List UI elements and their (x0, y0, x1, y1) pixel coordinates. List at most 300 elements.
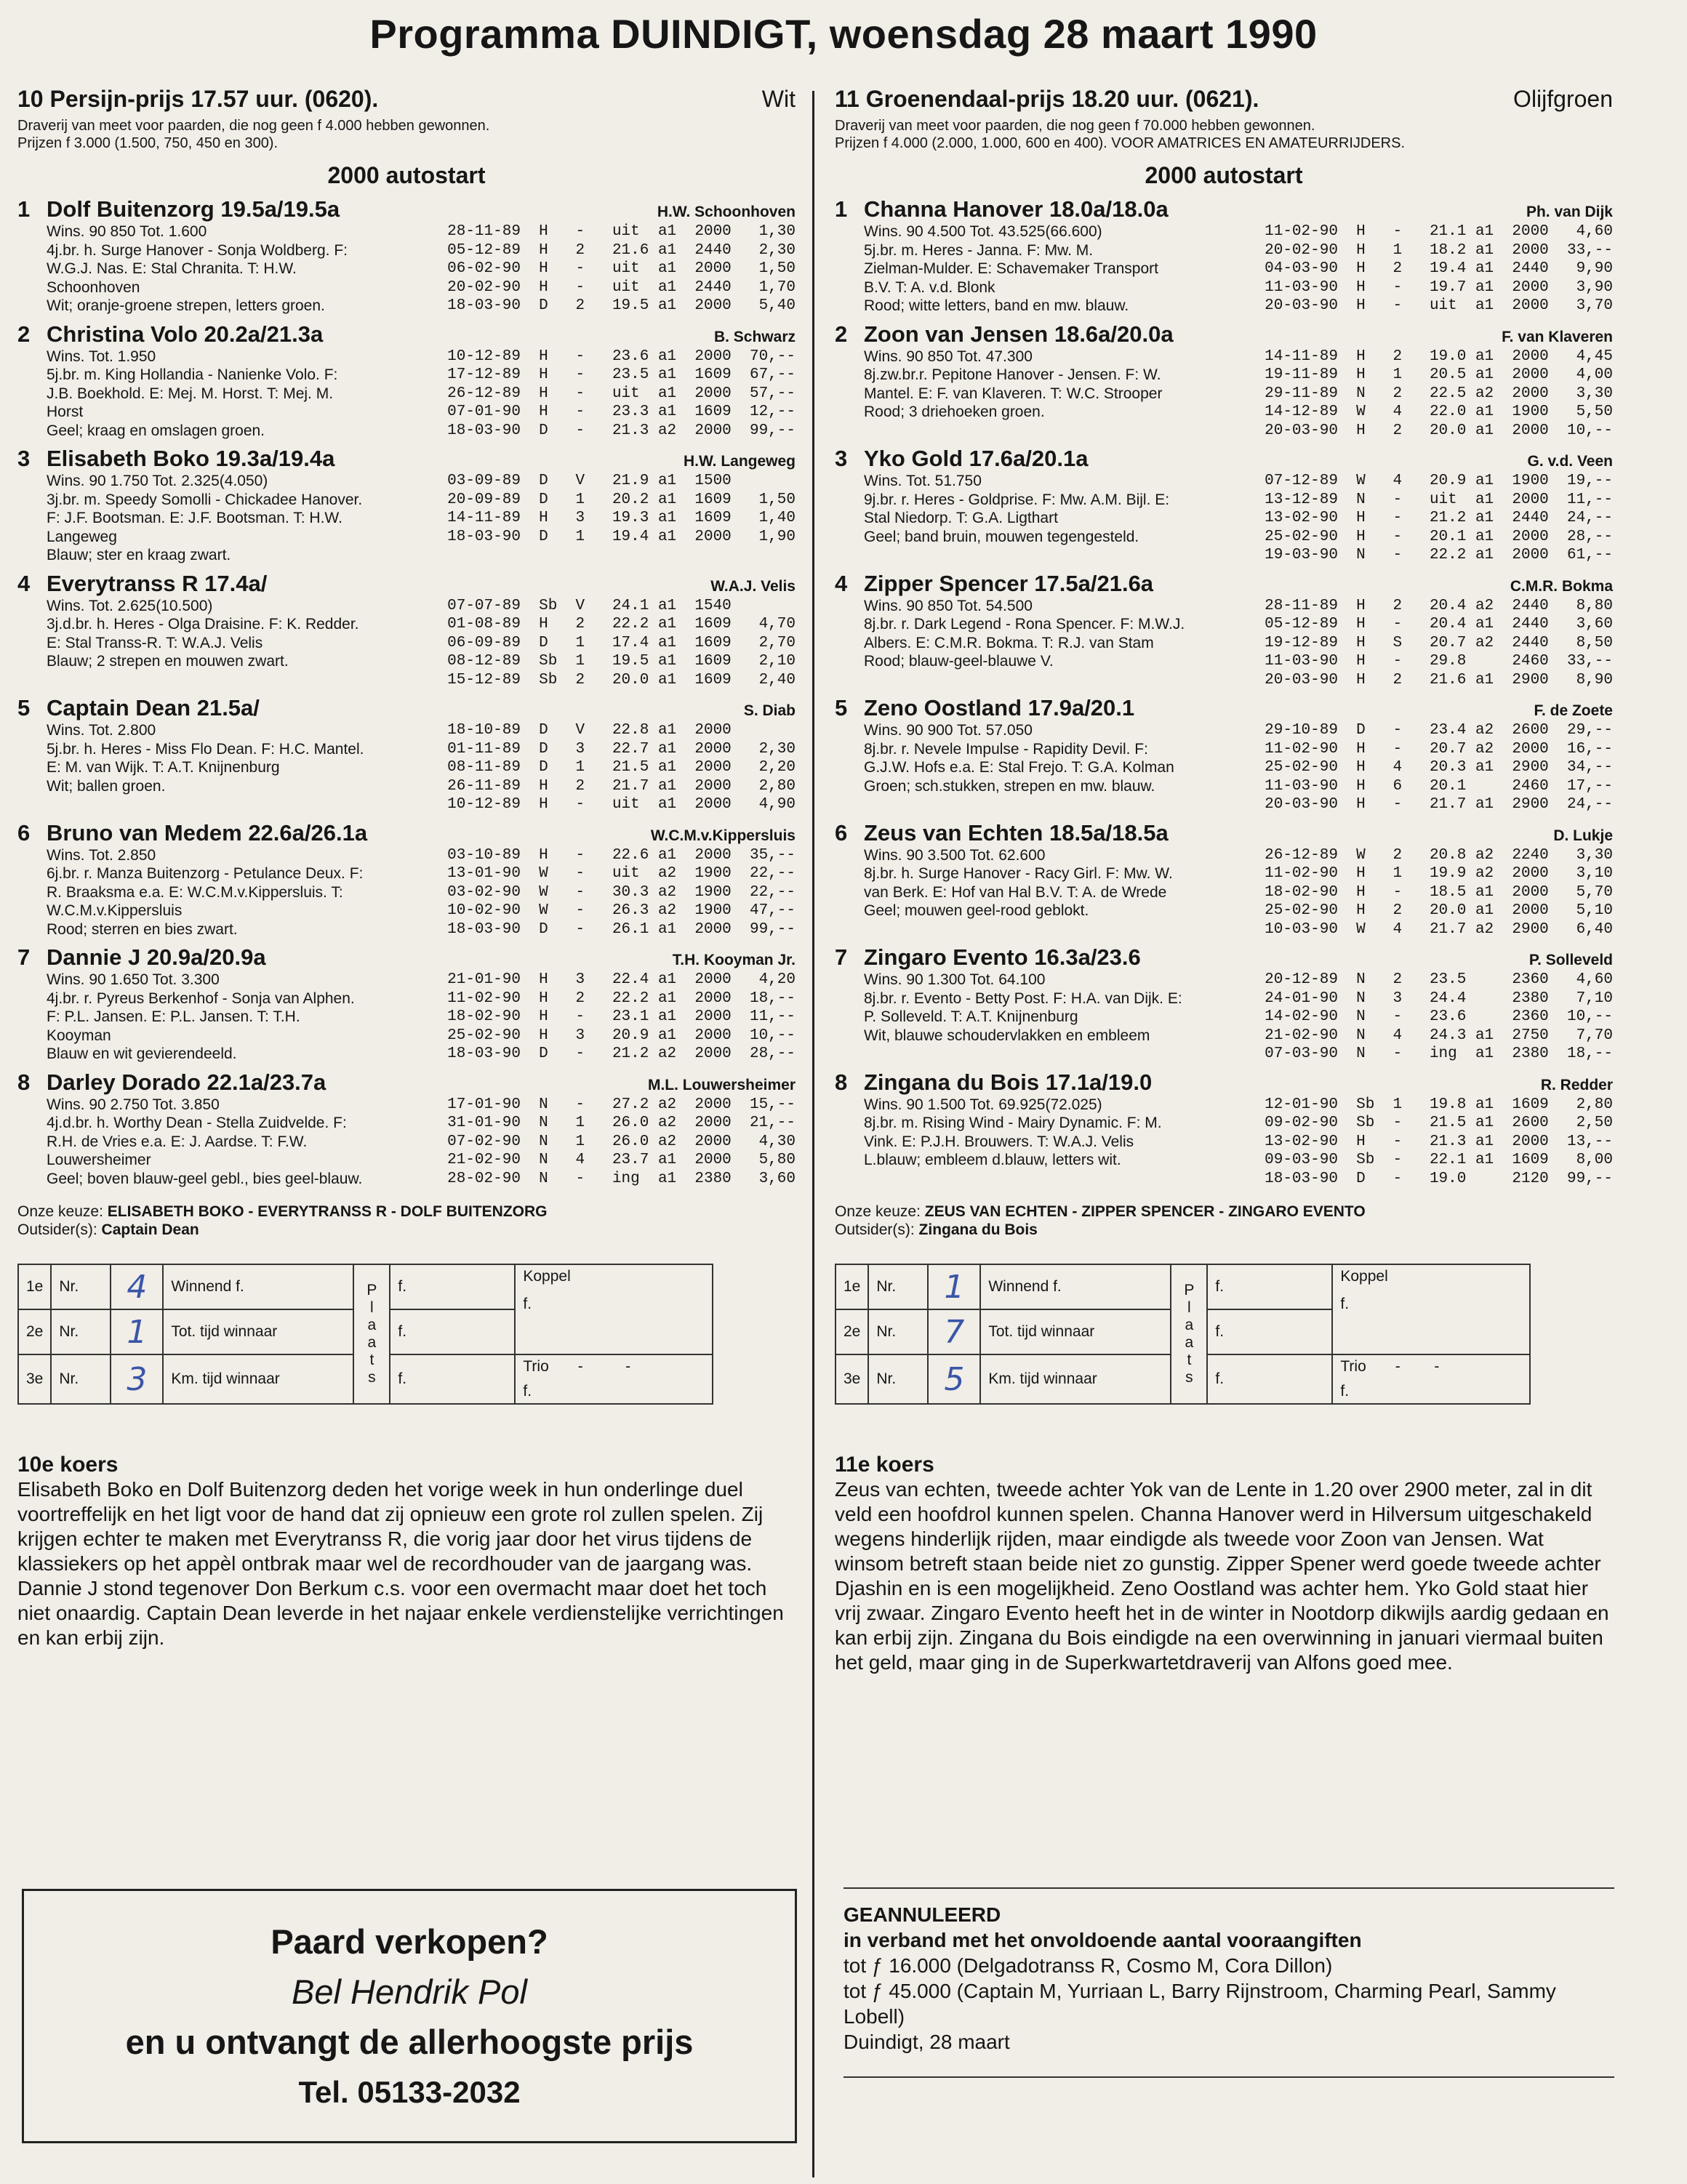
horse-entry (835, 446, 1613, 565)
race-column-11 (835, 86, 1613, 1675)
result-line: 11-03-90 H - 29.8 2460 33,-- (1265, 653, 1613, 670)
horse-info-line: R.H. de Vries e.a. E: J. Aardse. T: F.W. (47, 1133, 308, 1150)
horse-info-line: Vink. E: P.J.H. Brouwers. T: W.A.J. Velis (864, 1133, 1134, 1150)
horse-details (17, 971, 796, 1064)
result-line: 10-03-90 W 4 21.7 a2 2900 6,40 (1265, 920, 1613, 938)
result-line: 18-03-90 D 1 19.4 a1 2000 1,90 (447, 528, 796, 545)
result-line: 13-01-90 W - uit a2 1900 22,-- (447, 865, 796, 882)
horse-driver: W.C.M.v.Kippersluis (650, 827, 796, 844)
horse-header (17, 695, 796, 721)
result-line: 08-12-89 Sb 1 19.5 a1 1609 2,10 (447, 653, 796, 670)
race-description (835, 117, 1613, 152)
horse-entry (835, 944, 1613, 1064)
horse-header (835, 446, 1613, 472)
nr-label: Nr. (51, 1354, 111, 1404)
horse-driver: P. Solleveld (1528, 952, 1613, 968)
horse-info (47, 222, 447, 316)
result-line: 03-10-89 H - 22.6 a1 2000 35,-- (447, 846, 796, 864)
horse-driver: F. van Klaveren (1502, 328, 1613, 345)
horse-info (47, 597, 447, 690)
horse-entry (835, 695, 1613, 814)
horse-details (17, 721, 796, 814)
horse-name-text: Zingaro Evento 16.3a/23.6 (864, 944, 1141, 970)
race-header (835, 86, 1613, 113)
choice-label: Onze keuze: (17, 1203, 103, 1220)
commentary-text: Elisabeth Boko en Dolf Buitenzorg deden het vorige week in hun onderlinge duel voortreffelijk en het ligt voor de hand dat zij opnieuw een grote rol zullen spelen. Zij krijgen echter te maken met Everytranss R, die vorig jaar door het virus tijdens de klassiekers op het appèl ontbrak maar wel de recordhouder van de jaargang was. Dannie J stond tegenover Don Berkum c.s. voor een overmacht maar doet het toch niet onaardig. Captain Dean leverde in het najaar enkele verdienstelijke verrichtingen en kan erbij zijn. (17, 1478, 784, 1649)
horse-header (835, 695, 1613, 721)
page-title: Programma DUINDIGT, woensdag 28 maart 1990 (369, 11, 1318, 57)
result-line: 07-01-90 H - 23.3 a1 1609 12,-- (447, 404, 796, 420)
horse-name-text: Zeus van Echten 18.5a/18.5a (864, 819, 1169, 846)
ad-contact: Bel Hendrik Pol (292, 1972, 527, 2011)
race-prizes: Prijzen f 3.000 (1.500, 750, 450 en 300). (17, 135, 279, 151)
horse-entry (835, 1069, 1613, 1189)
horse-name (17, 446, 334, 472)
cancelled-title: GEANNULEERD (844, 1903, 1001, 1926)
horse-info-line: Wins. 90 1.750 Tot. 2.325(4.050) (47, 473, 268, 489)
horse-number: 3 (835, 446, 848, 471)
commentary-title: 11e koers (835, 1453, 934, 1477)
horse-driver: M.L. Louwersheimer (647, 1076, 796, 1093)
result-line: 07-03-90 N - ing a1 2380 18,-- (1265, 1045, 1613, 1062)
ad-headline: Paard verkopen? (271, 1922, 548, 1961)
horse-info-line: 6j.br. r. Manza Buitenzorg - Petulance Deux. F: (47, 865, 364, 882)
time-label: Km. tijd winnaar (980, 1354, 1171, 1404)
outsider-value: Captain Dean (101, 1221, 199, 1238)
ad-promise: en u ontvangt de allerhoogste prijs (125, 2023, 694, 2061)
horse-info-line: Albers. E: C.M.R. Bokma. T: R.J. van Stam (864, 634, 1154, 651)
nr-label: Nr. (868, 1309, 928, 1354)
horse-info-line: 5j.br. h. Heres - Miss Flo Dean. F: H.C. Mantel. (47, 740, 364, 758)
horse-entry (17, 695, 796, 814)
horse-info-line: Wins. 90 2.750 Tot. 3.850 (47, 1096, 220, 1113)
horse-name-text: Elisabeth Boko 19.3a/19.4a (47, 446, 335, 471)
horse-name (17, 321, 323, 348)
horse-driver: B. Schwarz (713, 328, 796, 345)
horse-info-line: Wins. Tot. 2.850 (47, 846, 156, 864)
horse-info-line: Langeweg (47, 528, 117, 545)
horse-details (835, 721, 1613, 814)
horse-results (1265, 348, 1613, 441)
plaats-text: P l a a t s (1184, 1282, 1195, 1386)
horse-name (835, 820, 1169, 846)
horse-header (835, 196, 1613, 222)
horse-number: 1 (835, 196, 848, 222)
horse-info-line: E: M. van Wijk. T: A.T. Knijnenburg (47, 759, 280, 776)
horse-number: 4 (835, 570, 848, 596)
horse-info (47, 1096, 447, 1189)
horse-details (835, 971, 1613, 1064)
result-line: 13-02-90 H - 21.2 a1 2440 24,-- (1265, 510, 1613, 526)
result-line: 26-12-89 H - uit a1 2000 57,-- (447, 385, 796, 402)
horse-info-line: Geel; boven blauw-geel gebl., bies geel-blauw. (47, 1170, 363, 1187)
horse-number: 6 (835, 819, 848, 846)
horse-info-line: 5j.br. m. Heres - Janna. F: Mw. M. (864, 241, 1094, 259)
choice-value: ZEUS VAN ECHTEN - ZIPPER SPENCER - ZINGARO EVENTO (924, 1203, 1366, 1220)
result-line: 09-02-90 Sb - 21.5 a1 2600 2,50 (1265, 1115, 1613, 1131)
result-line: 25-02-90 H 3 20.9 a1 2000 10,-- (447, 1027, 796, 1044)
horse-results (1265, 846, 1613, 939)
result-line: 28-11-89 H 2 20.4 a2 2440 8,80 (1265, 597, 1613, 614)
horse-info-line: Stal Niedorp. T: G.A. Ligthart (864, 510, 1058, 526)
horse-details (835, 348, 1613, 441)
result-line: 11-03-90 H 6 20.1 2460 17,-- (1265, 777, 1613, 795)
horse-results (447, 846, 796, 939)
result-line: 10-12-89 H - uit a1 2000 4,90 (447, 796, 796, 813)
horse-header (17, 571, 796, 597)
nr-label: Nr. (51, 1309, 111, 1354)
result-line: 18-03-90 D - 26.1 a1 2000 99,-- (447, 920, 796, 938)
result-line: 20-03-90 H - 21.7 a1 2900 24,-- (1265, 796, 1613, 813)
horse-info-line: Wins. 90 3.500 Tot. 62.600 (864, 846, 1046, 864)
horse-number: 6 (17, 819, 31, 846)
choice-value: ELISABETH BOKO - EVERYTRANSS R - DOLF BUITENZORG (107, 1203, 548, 1220)
result-line: 18-03-90 D 2 19.5 a1 2000 5,40 (447, 297, 796, 314)
horse-name-text: Yko Gold 17.6a/20.1a (864, 446, 1089, 471)
result-line: 28-11-89 H - uit a1 2000 1,30 (447, 223, 796, 240)
horse-info (47, 348, 447, 441)
payout-field: f. (390, 1264, 515, 1309)
result-line: 05-12-89 H 2 21.6 a1 2440 2,30 (447, 241, 796, 259)
horse-header (17, 321, 796, 348)
handwritten-number: 7 (928, 1309, 980, 1354)
trio-label: Trio (1340, 1358, 1366, 1375)
result-line: 20-02-90 H - uit a1 2440 1,70 (447, 278, 796, 296)
horse-results (447, 971, 796, 1064)
horse-details (835, 597, 1613, 690)
result-line: 21-01-90 H 3 22.4 a1 2000 4,20 (447, 971, 796, 988)
horse-name (17, 196, 340, 222)
handwritten-number: 4 (111, 1264, 163, 1309)
place-label: 3e (836, 1354, 868, 1404)
handwritten-number: 5 (928, 1354, 980, 1404)
result-line: 20-09-89 D 1 20.2 a1 1609 1,50 (447, 491, 796, 508)
horse-info-line: 4j.br. r. Pyreus Berkenhof - Sonja van Alphen. (47, 989, 355, 1007)
result-line: 11-02-90 H - 21.1 a1 2000 4,60 (1265, 223, 1613, 240)
horse-header (17, 820, 796, 846)
plaats-text: P l a a t s (366, 1282, 377, 1386)
nr-label: Nr. (868, 1354, 928, 1404)
koppel-label: Koppel (1340, 1268, 1388, 1285)
result-line: 12-01-90 Sb 1 19.8 a1 1609 2,80 (1265, 1096, 1613, 1113)
horse-entry (17, 196, 796, 316)
result-line: 25-02-90 H 2 20.0 a1 2000 5,10 (1265, 902, 1613, 919)
horse-results (447, 348, 796, 441)
time-label: Km. tijd winnaar (163, 1354, 353, 1404)
cancelled-subtitle: in verband met het onvoldoende aantal vooraangiften (844, 1929, 1362, 1951)
horse-driver: H.W. Langeweg (683, 453, 796, 470)
horse-info (47, 472, 447, 565)
place-label: 1e (18, 1264, 51, 1309)
horse-info-line: 3j.br. m. Speedy Somolli - Chickadee Hanover. (47, 491, 363, 508)
nr-label: Nr. (868, 1264, 928, 1309)
horse-entry (17, 820, 796, 939)
horse-entry (835, 321, 1613, 441)
result-line: 20-12-89 N 2 23.5 2360 4,60 (1265, 971, 1613, 988)
horse-info (47, 846, 447, 939)
horse-info-line: Rood; witte letters, band en mw. blauw. (864, 297, 1129, 314)
horse-entry (835, 820, 1613, 939)
horse-info-line: F: J.F. Bootsman. E: J.F. Bootsman. T: H.W. (47, 510, 342, 526)
horse-details (17, 597, 796, 690)
horse-number: 1 (17, 196, 31, 222)
result-line: 19-03-90 N - 22.2 a1 2000 61,-- (1265, 547, 1613, 563)
result-line: 18-02-90 H - 23.1 a1 2000 11,-- (447, 1008, 796, 1025)
trio-label: Trio (523, 1358, 549, 1375)
race-commentary (835, 1453, 1613, 1675)
horse-name-text: Darley Dorado 22.1a/23.7a (47, 1069, 326, 1095)
horse-driver: D. Lukje (1553, 827, 1613, 844)
our-choice (17, 1203, 796, 1239)
horse-info (864, 597, 1265, 690)
horse-info-line: Wit, blauwe schoudervlakken en embleem (864, 1027, 1150, 1044)
horse-name (17, 695, 260, 721)
race-start-type: 2000 autostart (327, 162, 486, 188)
result-line: 21-02-90 N 4 24.3 a1 2750 7,70 (1265, 1027, 1613, 1044)
horse-info-line: L.blauw; embleem d.blauw, letters wit. (864, 1152, 1121, 1168)
horse-name-text: Dannie J 20.9a/20.9a (47, 944, 266, 970)
result-line: 17-12-89 H - 23.5 a1 1609 67,-- (447, 366, 796, 383)
horse-results (447, 1096, 796, 1189)
trio-field: f. (523, 1383, 532, 1400)
horse-header (17, 1069, 796, 1096)
horse-info-line: R. Braaksma e.a. E: W.C.M.v.Kippersluis. T: (47, 883, 343, 901)
result-line: 11-02-90 H - 20.7 a2 2000 16,-- (1265, 740, 1613, 758)
payout-field: f. (390, 1309, 515, 1354)
horse-number: 5 (17, 695, 31, 720)
koppel-field: f. (523, 1296, 532, 1312)
race-header (17, 86, 796, 113)
result-line: 14-11-89 H 2 19.0 a1 2000 4,45 (1265, 348, 1613, 365)
horse-info-line: Geel; kraag en omslagen groen. (47, 422, 265, 439)
result-line: 14-11-89 H 3 19.3 a1 1609 1,40 (447, 510, 796, 526)
result-line: 25-02-90 H - 20.1 a1 2000 28,-- (1265, 528, 1613, 545)
horse-info-line: B.V. T: A. v.d. Blonk (864, 278, 995, 296)
horse-name (835, 196, 1169, 222)
horse-info-line: Rood; sterren en bies zwart. (47, 920, 238, 938)
trio-cell (515, 1354, 713, 1404)
horse-info-line: Blauw; ster en kraag zwart. (47, 547, 231, 563)
horse-info-line: Wins. Tot. 2.625(10.500) (47, 597, 213, 614)
horse-header (835, 571, 1613, 597)
horse-name-text: Zoon van Jensen 18.6a/20.0a (864, 321, 1174, 347)
horse-results (447, 597, 796, 690)
ad-phone: Tel. 05133-2032 (298, 2075, 521, 2109)
result-row (836, 1264, 1530, 1309)
horse-list (835, 196, 1613, 1188)
horse-number: 2 (17, 321, 31, 347)
horse-info-line: 8j.br. r. Nevele Impulse - Rapidity Devil. F: (864, 740, 1148, 758)
horse-name-text: Captain Dean 21.5a/ (47, 695, 260, 720)
horse-results (447, 721, 796, 814)
trio-line (523, 1358, 705, 1376)
horse-info-line: van Berk. E: Hof van Hal B.V. T: A. de Wrede (864, 883, 1167, 901)
horse-entry (17, 571, 796, 690)
outsider-value: Zingana du Bois (918, 1221, 1038, 1238)
horse-name (17, 944, 266, 971)
choice-label: Onze keuze: (835, 1203, 921, 1220)
horse-name (835, 321, 1174, 348)
horse-results (1265, 597, 1613, 690)
horse-info-line: 8j.br. h. Surge Hanover - Racy Girl. F: Mw. W. (864, 865, 1173, 882)
result-line: 06-02-90 H - uit a1 2000 1,50 (447, 260, 796, 277)
result-table (17, 1264, 713, 1405)
result-line: 31-01-90 N 1 26.0 a2 2000 21,-- (447, 1115, 796, 1131)
horse-info (47, 721, 447, 814)
trio-dashes: - - (1395, 1358, 1440, 1375)
result-line: 20-02-90 H 1 18.2 a1 2000 33,-- (1265, 241, 1613, 259)
koppel-cell (1332, 1264, 1530, 1354)
horse-number: 8 (17, 1069, 31, 1095)
result-line: 11-03-90 H - 19.7 a1 2000 3,90 (1265, 278, 1613, 296)
horse-info-line: Zielman-Mulder. E: Schavemaker Transport (864, 260, 1158, 277)
horse-details (17, 846, 796, 939)
horse-info (864, 222, 1265, 316)
horse-header (17, 944, 796, 971)
payout-field: f. (1207, 1354, 1332, 1404)
result-line: 14-12-89 W 4 22.0 a1 1900 5,50 (1265, 404, 1613, 420)
horse-info-line: Horst (47, 404, 84, 420)
time-label: Winnend f. (163, 1264, 353, 1309)
horse-info-line: Wins. 90 4.500 Tot. 43.525(66.600) (864, 223, 1102, 240)
plaats-label (1171, 1264, 1207, 1404)
commentary-text: Zeus van echten, tweede achter Yok van de Lente in 1.20 over 2900 meter, zal in dit veld een hoofdrol kunnen spelen. Channa Hanover werd in Hilversum uitgeschakeld wegens hinderlijk rijden, maar eindigde als tweede voor Zoon van Jensen. Wat winsom betreft staan beide niet zo gunstig. Zipper Spener werd goede tweede achter Djashin en is een mogelijkheid. Zeno Oostland was achter hem. Yko Gold staat hier vrij zwaar. Zingaro Evento heeft het in de winter in Nootdorp dikwijls aardig gedaan en kan erbij zijn. Zingana du Bois eindigde na een overwinning in januari viermaal buiten het geld, maar ging in de Superkwartetdraverij van Alfons goed mee. (835, 1478, 1609, 1674)
cancelled-line: tot ƒ 16.000 (Delgadotranss R, Cosmo M, Cora Dillon) (844, 1954, 1333, 1977)
result-line: 15-12-89 Sb 2 20.0 a1 1609 2,40 (447, 671, 796, 688)
horse-info-line: 8j.br. r. Evento - Betty Post. F: H.A. van Dijk. E: (864, 989, 1182, 1007)
horse-info-line: Rood; 3 driehoeken groen. (864, 404, 1045, 420)
horse-info-line: J.B. Boekhold. E: Mej. M. Horst. T: Mej. M. (47, 385, 334, 402)
horse-info-line: E: Stal Transs-R. T: W.A.J. Velis (47, 634, 263, 651)
result-line: 18-10-89 D V 22.8 a1 2000 (447, 722, 732, 739)
result-table (835, 1264, 1531, 1405)
horse-driver: Ph. van Dijk (1526, 204, 1613, 220)
trio-line (1340, 1358, 1522, 1376)
result-line: 19-12-89 H S 20.7 a2 2440 8,50 (1265, 634, 1613, 651)
horse-name (17, 820, 367, 846)
horse-info-line: Wins. 90 850 Tot. 1.600 (47, 223, 207, 240)
horse-info-line: 8j.br. m. Rising Wind - Mairy Dynamic. F: M. (864, 1115, 1162, 1131)
horse-name-text: Everytranss R 17.4a/ (47, 570, 268, 596)
horse-info (864, 846, 1265, 939)
result-line: 10-02-90 W - 26.3 a2 1900 47,-- (447, 902, 796, 919)
result-line: 03-02-90 W - 30.3 a2 1900 22,-- (447, 883, 796, 901)
race-title: 11 Groenendaal-prijs 18.20 uur. (0621). (835, 86, 1259, 112)
time-label: Tot. tijd winnaar (163, 1309, 353, 1354)
koppel-label: Koppel (523, 1268, 571, 1285)
race-color: Wit (761, 86, 796, 112)
horse-driver: H.W. Schoonhoven (657, 204, 796, 220)
payout-field: f. (390, 1354, 515, 1404)
advertisement-box (22, 1889, 797, 2143)
result-line: 28-02-90 N - ing a1 2380 3,60 (447, 1170, 796, 1187)
horse-driver: F. de Zoete (1534, 702, 1613, 719)
horse-info-line: Geel; band bruin, mouwen tegengesteld. (864, 528, 1139, 545)
trio-dashes: - - (577, 1358, 631, 1375)
horse-entry (835, 196, 1613, 316)
result-line: 09-03-90 Sb - 22.1 a1 1609 8,00 (1265, 1152, 1613, 1168)
horse-name (835, 571, 1153, 597)
horse-info-line: Wins. Tot. 51.750 (864, 473, 982, 489)
horse-name (17, 1069, 326, 1096)
horse-info-line: Blauw en wit gevierendeeld. (47, 1045, 237, 1062)
result-line: 11-02-90 H 2 22.2 a1 2000 18,-- (447, 989, 796, 1007)
outsider-label: Outsider(s): (835, 1221, 915, 1238)
horse-number: 7 (17, 944, 31, 970)
horse-info-line: 9j.br. r. Heres - Goldprise. F: Mw. A.M. Bijl. E: (864, 491, 1170, 508)
horse-entry (17, 944, 796, 1064)
horse-info (47, 971, 447, 1064)
horse-driver: G. v.d. Veen (1527, 453, 1613, 470)
horse-info-line: Kooyman (47, 1027, 111, 1044)
horse-results (1265, 472, 1613, 565)
horse-info-line: W.G.J. Nas. E: Stal Chranita. T: H.W. (47, 260, 297, 277)
result-line: 26-12-89 W 2 20.8 a2 2240 3,30 (1265, 846, 1613, 864)
horse-info-line: Wins. 90 900 Tot. 57.050 (864, 722, 1033, 739)
horse-results (1265, 971, 1613, 1064)
horse-info-line: Wins. 90 1.500 Tot. 69.925(72.025) (864, 1096, 1102, 1113)
horse-info-line: W.C.M.v.Kippersluis (47, 902, 183, 919)
place-label: 2e (836, 1309, 868, 1354)
trio-field: f. (1340, 1383, 1350, 1400)
koppel-field: f. (1340, 1296, 1350, 1312)
koppel-cell (515, 1264, 713, 1354)
result-line: 03-09-89 D V 21.9 a1 1500 (447, 473, 732, 489)
result-line: 21-02-90 N 4 23.7 a1 2000 5,80 (447, 1152, 796, 1168)
race-column-10 (17, 86, 796, 1650)
handwritten-number: 1 (111, 1309, 163, 1354)
horse-details (835, 472, 1613, 565)
horse-info-line: Schoonhoven (47, 278, 140, 296)
plaats-label (353, 1264, 390, 1404)
horse-info-line: Wins. Tot. 1.950 (47, 348, 156, 365)
horse-info-line: Wins. Tot. 2.800 (47, 722, 156, 739)
horse-info-line: F: P.L. Jansen. E: P.L. Jansen. T: T.H. (47, 1008, 300, 1025)
horse-info-line: Rood; blauw-geel-blauwe V. (864, 653, 1054, 670)
result-line: 29-11-89 N 2 22.5 a2 2000 3,30 (1265, 385, 1613, 402)
place-label: 2e (18, 1309, 51, 1354)
horse-driver: T.H. Kooyman Jr. (672, 952, 796, 968)
result-row (18, 1264, 713, 1309)
horse-header (835, 820, 1613, 846)
race-description (17, 117, 796, 152)
horse-name-text: Christina Volo 20.2a/21.3a (47, 321, 324, 347)
horse-name (835, 695, 1134, 721)
horse-info (864, 472, 1265, 565)
horse-info-line: Wit; oranje-groene strepen, letters groen. (47, 297, 325, 314)
horse-info-line: Wins. 90 850 Tot. 47.300 (864, 348, 1033, 365)
horse-entry (17, 1069, 796, 1189)
horse-info-line: Wins. 90 1.300 Tot. 64.100 (864, 971, 1046, 988)
place-label: 1e (836, 1264, 868, 1309)
horse-name-text: Zeno Oostland 17.9a/20.1 (864, 695, 1135, 720)
result-line: 11-02-90 H 1 19.9 a2 2000 3,10 (1265, 865, 1613, 882)
result-line: 20-03-90 H - uit a1 2000 3,70 (1265, 297, 1613, 314)
result-line: 18-03-90 D - 21.3 a2 2000 99,-- (447, 422, 796, 439)
horse-info-line: Geel; mouwen geel-rood geblokt. (864, 902, 1089, 919)
horse-results (1265, 1096, 1613, 1189)
horse-number: 8 (835, 1069, 848, 1095)
horse-name-text: Zipper Spencer 17.5a/21.6a (864, 570, 1154, 596)
horse-info-line: 4j.d.br. h. Worthy Dean - Stella Zuidvelde. F: (47, 1115, 347, 1131)
horse-details (835, 846, 1613, 939)
horse-results (447, 472, 796, 565)
horse-driver: C.M.R. Bokma (1510, 577, 1613, 595)
result-line: 29-10-89 D - 23.4 a2 2600 29,-- (1265, 722, 1613, 739)
result-line: 24-01-90 N 3 24.4 2380 7,10 (1265, 989, 1613, 1007)
horse-details (835, 1096, 1613, 1189)
result-line: 13-02-90 H - 21.3 a1 2000 13,-- (1265, 1133, 1613, 1150)
